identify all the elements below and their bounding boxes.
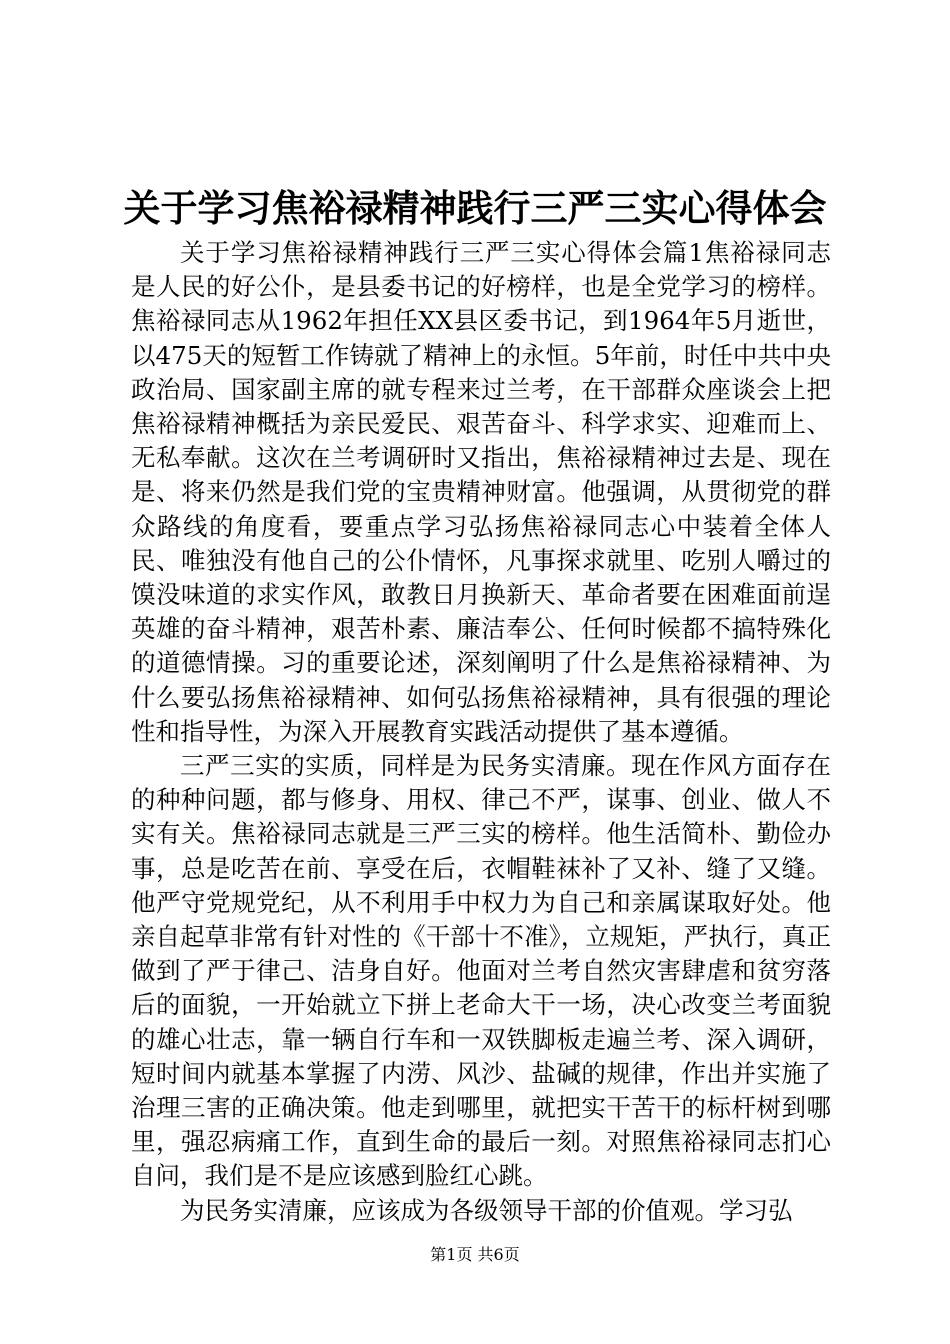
document-body — [131, 236, 831, 1228]
document-title: 关于学习焦裕禄精神践行三严三实心得体会 — [123, 186, 827, 230]
paragraph-3: 为民务实清廉，应该成为各级领导干部的价值观。学习弘 — [180, 1195, 793, 1225]
paragraph-2: 三严三实的实质，同样是为民务实清廉。现在作风方面存在的种种问题，都与修身、用权、律己不严，谋事、创业、做人不实有关。焦裕禄同志就是三严三实的榜样。他生活简朴、勤俭办事，总是吃苦在前、享受在后，衣帽鞋袜补了又补、缝了又缝。他严守党规党纪，从不利用手中权力为自己和亲属谋取好处。他亲自起草非常有针对性的《干部十不准》，立规矩，严执行，真正做到了严于律己、洁身自好。他面对兰考自然灾害肆虐和贫穷落后的面貌，一开始就立下拼上老命大干一场，决心改变兰考面貌的雄心壮志，靠一辆自行车和一双铁脚板走遍兰考、深入调研，短时间内就基本掌握了内涝、风沙、盐碱的规律，作出并实施了治理三害的正确决策。他走到哪里，就把实干苦干的标杆树到哪里，强忍病痛工作，直到生命的最后一刻。对照焦裕禄同志扪心自问，我们是不是应该感到脸红心跳。 — [131, 751, 831, 1191]
page-number-footer: 第1页 共6页 — [430, 1245, 520, 1264]
paragraph-1: 关于学习焦裕禄精神践行三严三实心得体会篇1焦裕禄同志是人民的好公仆，是县委书记的好榜样，也是全党学习的榜样。焦裕禄同志从1962年担任XX县区委书记，到1964年5月逝世，以475天的短暂工作铸就了精神上的永恒。5年前，时任中共中央政治局、国家副主席的就专程来过兰考，在干部群众座谈会上把焦裕禄精神概括为亲民爱民、艰苦奋斗、科学求实、迎难而上、无私奉献。这次在兰考调研时又指出，焦裕禄精神过去是、现在是、将来仍然是我们党的宝贵精神财富。他强调，从贯彻党的群众路线的角度看，要重点学习弘扬焦裕禄同志心中装着全体人民、唯独没有他自己的公仆情怀，凡事探求就里、吃别人嚼过的馍没味道的求实作风，敢教日月换新天、革命者要在困难面前逞英雄的奋斗精神，艰苦朴素、廉洁奉公、任何时候都不搞特殊化的道德情操。习的重要论述，深刻阐明了什么是焦裕禄精神、为什么要弘扬焦裕禄精神、如何弘扬焦裕禄精神，具有很强的理论性和指导性，为深入开展教育实践活动提供了基本遵循。 — [131, 238, 831, 746]
